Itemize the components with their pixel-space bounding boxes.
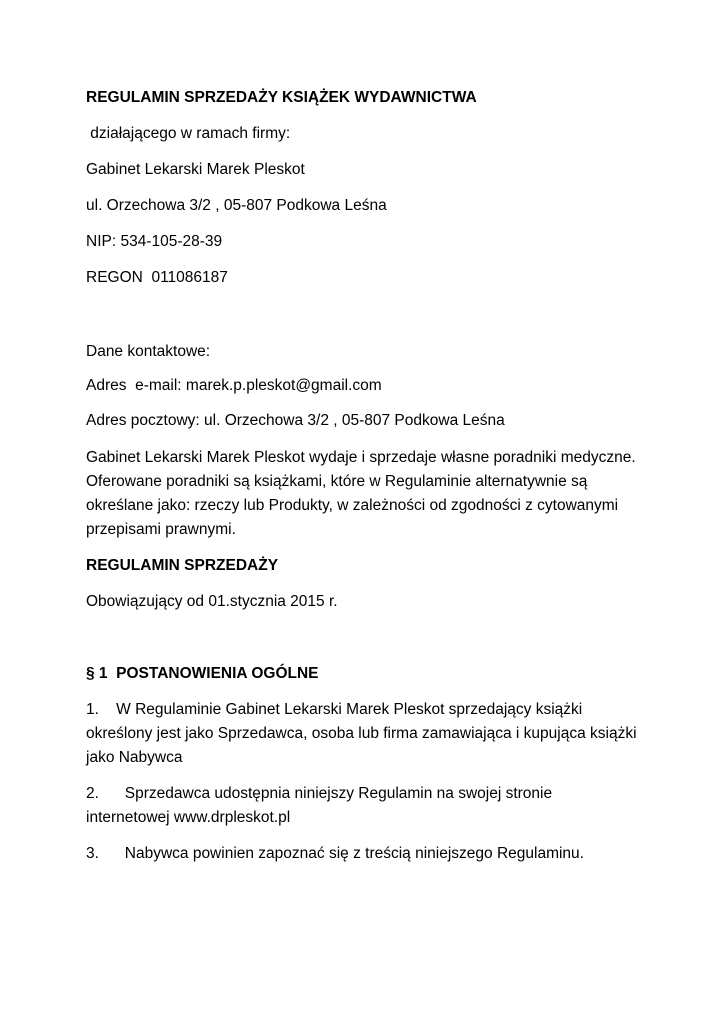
list-item-line: 2. Sprzedawca udostępnia niniejszy Regulamin na swojej stronie: [86, 785, 553, 802]
intro-line: przepisami prawnymi.: [86, 521, 236, 538]
contact-postal: Adres pocztowy: ul. Orzechowa 3/2 , 05-807 Podkowa Leśna: [86, 412, 505, 429]
document-title: REGULAMIN SPRZEDAŻY KSIĄŻEK WYDAWNICTWA: [86, 89, 477, 106]
company-regon: REGON 011086187: [86, 269, 228, 286]
list-item: [86, 842, 646, 866]
list-item-line: 3. Nabywca powinien zapoznać się z treścią niniejszego Regulaminu.: [86, 845, 584, 862]
list-item: [86, 782, 646, 830]
intro-line: Oferowane poradniki są książkami, które w Regulaminie alternatywnie są: [86, 473, 588, 490]
intro-line: Gabinet Lekarski Marek Pleskot wydaje i sprzedaje własne poradniki medyczne.: [86, 449, 636, 466]
company-nip: NIP: 534-105-28-39: [86, 233, 223, 250]
intro-line: określane jako: rzeczy lub Produkty, w zależności od zgodności z cytowanymi: [86, 497, 619, 514]
document-subtitle: działającego w ramach firmy:: [86, 125, 291, 142]
contact-email: Adres e-mail: marek.p.pleskot@gmail.com: [86, 377, 382, 394]
section1-heading: § 1 POSTANOWIENIA OGÓLNE: [86, 665, 319, 682]
effective-date: Obowiązujący od 01.stycznia 2015 r.: [86, 593, 338, 610]
list-item-line: określony jest jako Sprzedawca, osoba lub firma zamawiająca i kupująca książki: [86, 725, 637, 742]
list-item: [86, 698, 646, 770]
list-item-line: internetowej www.drpleskot.pl: [86, 809, 291, 826]
list-item-line: jako Nabywca: [86, 749, 183, 766]
company-name: Gabinet Lekarski Marek Pleskot: [86, 161, 305, 178]
list-item-line: 1. W Regulaminie Gabinet Lekarski Marek Pleskot sprzedający książki: [86, 701, 583, 718]
intro-paragraph: [86, 446, 646, 542]
contact-heading: Dane kontaktowe:: [86, 343, 211, 360]
company-address: ul. Orzechowa 3/2 , 05-807 Podkowa Leśna: [86, 197, 387, 214]
rules-heading: REGULAMIN SPRZEDAŻY: [86, 557, 279, 574]
